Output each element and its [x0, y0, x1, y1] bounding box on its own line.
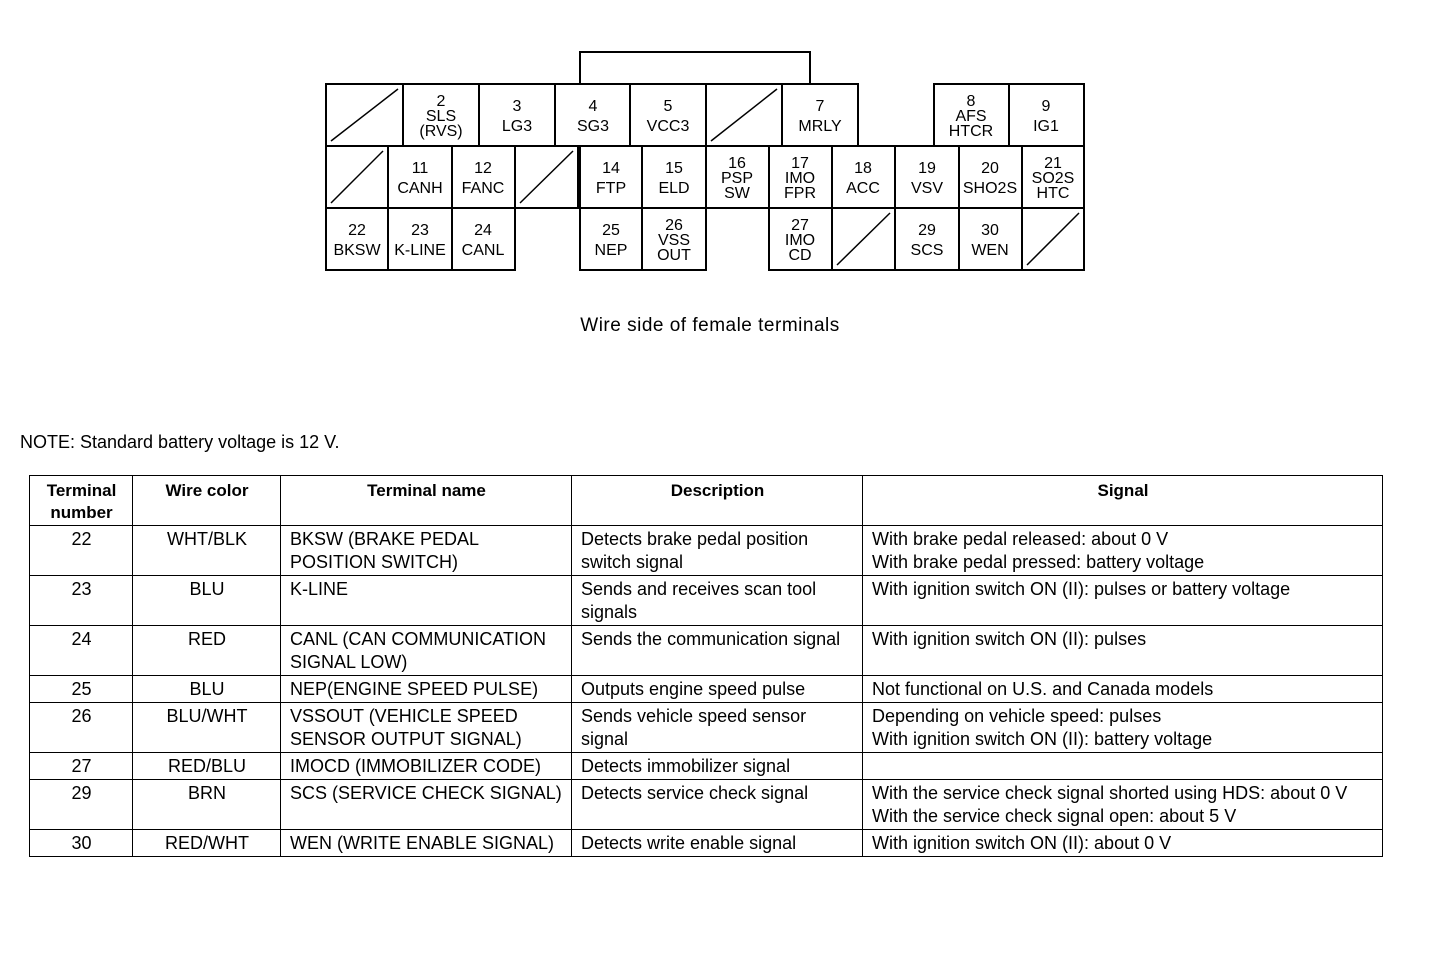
cell-signal: [863, 830, 1383, 857]
cell-terminal-name: IMOCD (IMMOBILIZER CODE): [281, 753, 572, 780]
terminal-name-label: NEP: [594, 242, 628, 259]
cell-signal: [863, 626, 1383, 676]
signal-line: With ignition switch ON (II): pulses or battery voltage: [872, 579, 1291, 599]
terminal-name-label: WEN: [971, 242, 1009, 259]
header-wire-color: Wire color: [133, 476, 281, 526]
terminal-number-label: 20: [981, 160, 999, 177]
signal-line: Depending on vehicle speed: pulses: [872, 706, 1162, 726]
cell-description: Detects brake pedal position switch signal: [572, 526, 863, 576]
terminal-30: [971, 222, 1008, 259]
terminal-name-label: IMO: [784, 170, 816, 187]
terminal-name-label: VSS: [657, 232, 691, 249]
cell-terminal-number: 25: [30, 676, 133, 703]
cell-wire-color: BLU: [133, 676, 281, 703]
terminal-name-label: LG3: [501, 118, 533, 135]
terminal-name-label: SHO2S: [962, 180, 1018, 197]
terminal-9: [1033, 98, 1059, 135]
terminal-number-label: 11: [411, 160, 429, 177]
terminal-21: [1032, 155, 1075, 202]
terminal-name-label: ACC: [846, 180, 880, 197]
terminal-name-label: PSP: [720, 170, 754, 187]
terminal-name-label: FTP: [595, 180, 627, 197]
cell-terminal-number: 23: [30, 576, 133, 626]
cell-description: Detects write enable signal: [572, 830, 863, 857]
cell-wire-color: BLU/WHT: [133, 703, 281, 753]
terminal-14: [596, 160, 626, 197]
cell-signal: [863, 753, 1383, 780]
terminal-number-label: 3: [512, 98, 522, 115]
cell-terminal-number: 22: [30, 526, 133, 576]
terminal-name-label: MRLY: [798, 118, 842, 135]
header-signal: Signal: [863, 476, 1383, 526]
terminal-number-label: 18: [854, 160, 872, 177]
terminal-number-label: 2: [436, 93, 446, 110]
terminal-number-label: 9: [1041, 98, 1051, 115]
signal-line: With the service check signal shorted using HDS: about 0 V: [872, 783, 1348, 803]
signal-line: Not functional on U.S. and Canada models: [872, 679, 1214, 699]
terminal-number-label: 29: [918, 222, 936, 239]
terminal-name-label: OUT: [657, 247, 691, 264]
terminal-25: [595, 222, 628, 259]
terminal-name-label: BKSW: [333, 242, 381, 259]
terminal-name-label: FANC: [461, 180, 505, 197]
terminal-number-label: 30: [981, 222, 999, 239]
terminal-name-label: AFS: [955, 108, 987, 125]
cell-wire-color: RED: [133, 626, 281, 676]
signal-line: With ignition switch ON (II): about 0 V: [872, 833, 1172, 853]
terminal-name-label: FPR: [784, 185, 816, 202]
cell-terminal-number: 24: [30, 626, 133, 676]
terminal-number-label: 24: [474, 222, 492, 239]
terminal-number-label: 8: [966, 93, 976, 110]
terminal-number-label: 5: [663, 98, 673, 115]
terminal-name-label: SW: [724, 185, 750, 202]
terminal-name-label: SLS: [425, 108, 457, 125]
cell-description: Detects immobilizer signal: [572, 753, 863, 780]
terminal-number-label: 21: [1044, 155, 1062, 172]
cell-signal: [863, 526, 1383, 576]
terminal-18: [846, 160, 880, 197]
table-row: [30, 753, 1383, 780]
cell-terminal-name: K-LINE: [281, 576, 572, 626]
table-row: [30, 780, 1383, 830]
signal-line: With ignition switch ON (II): pulses: [872, 629, 1147, 649]
terminal-name-label: HTC: [1036, 185, 1070, 202]
terminal-number-label: 26: [665, 217, 683, 234]
terminal-name-label: (RVS): [419, 123, 463, 140]
terminal-number-label: 22: [348, 222, 366, 239]
terminal-number-label: 4: [588, 98, 598, 115]
table-row: [30, 576, 1383, 626]
terminal-number-label: 14: [602, 160, 620, 177]
cell-terminal-name: CANL (CAN COMMUNICATION SIGNAL LOW): [281, 626, 572, 676]
terminal-19: [911, 160, 943, 197]
connector-diagram: [0, 0, 1440, 290]
terminal-labels: [333, 93, 1074, 264]
table-header-row: [30, 476, 1383, 526]
cell-description: Detects service check signal: [572, 780, 863, 830]
terminal-26: [657, 217, 691, 264]
terminal-number-label: 16: [728, 155, 746, 172]
terminal-4: [577, 98, 609, 135]
cell-wire-color: RED/WHT: [133, 830, 281, 857]
cell-signal: [863, 576, 1383, 626]
terminal-name-label: IG1: [1033, 118, 1059, 135]
terminal-17: [784, 155, 816, 202]
cell-signal: [863, 780, 1383, 830]
terminal-name-label: HTCR: [948, 123, 994, 140]
table-row: [30, 626, 1383, 676]
terminal-name-label: CANH: [397, 180, 443, 197]
terminal-3: [502, 98, 532, 135]
cell-signal: [863, 703, 1383, 753]
terminal-27: [785, 217, 815, 264]
table-row: [30, 526, 1383, 576]
terminal-16: [721, 155, 753, 202]
signal-line: With the service check signal open: about 5 V: [872, 806, 1237, 826]
cell-description: Sends and receives scan tool signals: [572, 576, 863, 626]
cell-terminal-name: VSSOUT (VEHICLE SPEED SENSOR OUTPUT SIGNAL): [281, 703, 572, 753]
table-body: [30, 526, 1383, 857]
terminal-name-label: VSV: [910, 180, 944, 197]
cell-terminal-number: 26: [30, 703, 133, 753]
terminal-name-label: CD: [788, 247, 812, 264]
cell-wire-color: BRN: [133, 780, 281, 830]
terminal-29: [911, 222, 944, 259]
signal-line: With brake pedal released: about 0 V: [872, 529, 1169, 549]
terminal-7: [798, 98, 842, 135]
terminal-name-label: K-LINE: [394, 242, 446, 259]
cell-description: Outputs engine speed pulse: [572, 676, 863, 703]
terminal-name-label: IMO: [784, 232, 816, 249]
cell-terminal-name: NEP(ENGINE SPEED PULSE): [281, 676, 572, 703]
terminal-number-label: 15: [665, 160, 683, 177]
terminal-20: [963, 160, 1017, 197]
cell-terminal-name: SCS (SERVICE CHECK SIGNAL): [281, 780, 572, 830]
terminal-5: [647, 98, 690, 135]
terminal-name-label: CANL: [461, 242, 505, 259]
connector-caption: Wire side of female terminals: [580, 315, 840, 336]
terminal-15: [658, 160, 689, 197]
cell-wire-color: BLU: [133, 576, 281, 626]
terminal-number-label: 23: [411, 222, 429, 239]
terminal-number-label: 25: [602, 222, 620, 239]
terminal-number-label: 27: [791, 217, 809, 234]
terminal-number-label: 7: [815, 98, 825, 115]
table-row: [30, 830, 1383, 857]
cell-terminal-name: BKSW (BRAKE PEDAL POSITION SWITCH): [281, 526, 572, 576]
terminal-12: [462, 160, 505, 197]
terminal-23: [394, 222, 446, 259]
terminal-table: [29, 475, 1383, 857]
terminal-number-label: 12: [474, 160, 492, 177]
cell-signal: [863, 676, 1383, 703]
signal-line: With ignition switch ON (II): battery voltage: [872, 729, 1213, 749]
cell-description: Sends the communication signal: [572, 626, 863, 676]
table-row: [30, 703, 1383, 753]
terminal-number-label: 17: [791, 155, 809, 172]
terminal-number-label: 19: [918, 160, 936, 177]
cell-description: Sends vehicle speed sensor signal: [572, 703, 863, 753]
terminal-8: [949, 93, 993, 140]
cell-terminal-name: WEN (WRITE ENABLE SIGNAL): [281, 830, 572, 857]
cell-wire-color: RED/BLU: [133, 753, 281, 780]
connector-outline: [326, 52, 1084, 270]
terminal-22: [333, 222, 381, 259]
cell-terminal-number: 30: [30, 830, 133, 857]
terminal-name-label: VCC3: [646, 118, 690, 135]
terminal-name-label: ELD: [658, 180, 690, 197]
terminal-24: [462, 222, 505, 259]
battery-voltage-note: NOTE: Standard battery voltage is 12 V.: [20, 432, 340, 452]
cell-terminal-number: 27: [30, 753, 133, 780]
table-row: [30, 676, 1383, 703]
terminal-11: [397, 160, 442, 197]
header-terminal-name: Terminal name: [281, 476, 572, 526]
terminal-name-label: SCS: [910, 242, 944, 259]
header-description: Description: [572, 476, 863, 526]
header-terminal-number: Terminal number: [30, 476, 133, 526]
terminal-name-label: SO2S: [1031, 170, 1075, 187]
terminal-name-label: SG3: [576, 118, 610, 135]
signal-line: With brake pedal pressed: battery voltage: [872, 552, 1205, 572]
terminal-2: [419, 93, 462, 140]
cell-wire-color: WHT/BLK: [133, 526, 281, 576]
cell-terminal-number: 29: [30, 780, 133, 830]
